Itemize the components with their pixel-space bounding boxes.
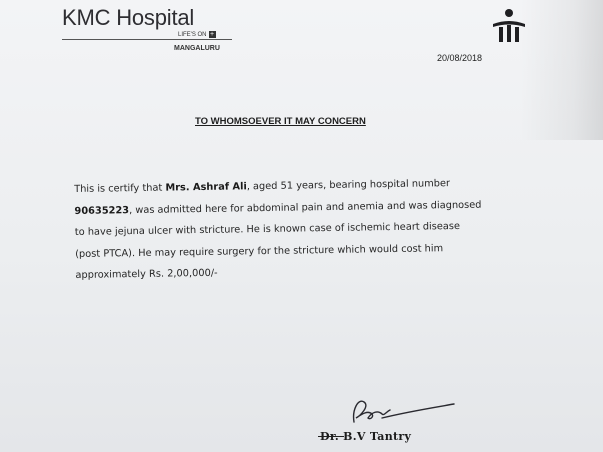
body-line-4: (post PTCA). He may require surgery for the stricture which would cost him — [75, 242, 444, 260]
hospital-name: KMC Hospital — [62, 5, 195, 30]
tagline-text: LIFE'S ON — [178, 32, 207, 39]
hospital-city: MANGALURU — [174, 45, 220, 52]
body-text-segment: This is certify that — [74, 182, 166, 195]
paper-fold-shadow — [520, 0, 603, 140]
letterhead-rule — [62, 39, 232, 40]
plus-icon: + — [209, 31, 215, 38]
letter-date: 20/08/2018 — [437, 53, 483, 63]
manipal-emblem-icon — [490, 8, 528, 44]
letter-body — [74, 172, 536, 287]
letter-heading: TO WHOMSOEVER IT MAY CONCERN — [195, 116, 366, 127]
hospital-number: 90635223 — [74, 204, 130, 217]
body-line-5: approximately Rs. 2,00,000/- — [75, 267, 218, 281]
patient-name: Mrs. Ashraf Ali — [165, 181, 247, 194]
hospital-tagline — [178, 31, 216, 38]
handwritten-signature — [346, 392, 456, 432]
body-text-segment: , aged 51 years, bearing hospital number — [246, 178, 451, 193]
body-line-3: to have jejuna ulcer with stricture. He is known case of ischemic heart disease — [74, 220, 461, 238]
body-text-segment: , was admitted here for abdominal pain and anemia and was diagnosed — [128, 199, 482, 216]
signatory-name: Dr. B.V Tantry — [320, 430, 412, 443]
